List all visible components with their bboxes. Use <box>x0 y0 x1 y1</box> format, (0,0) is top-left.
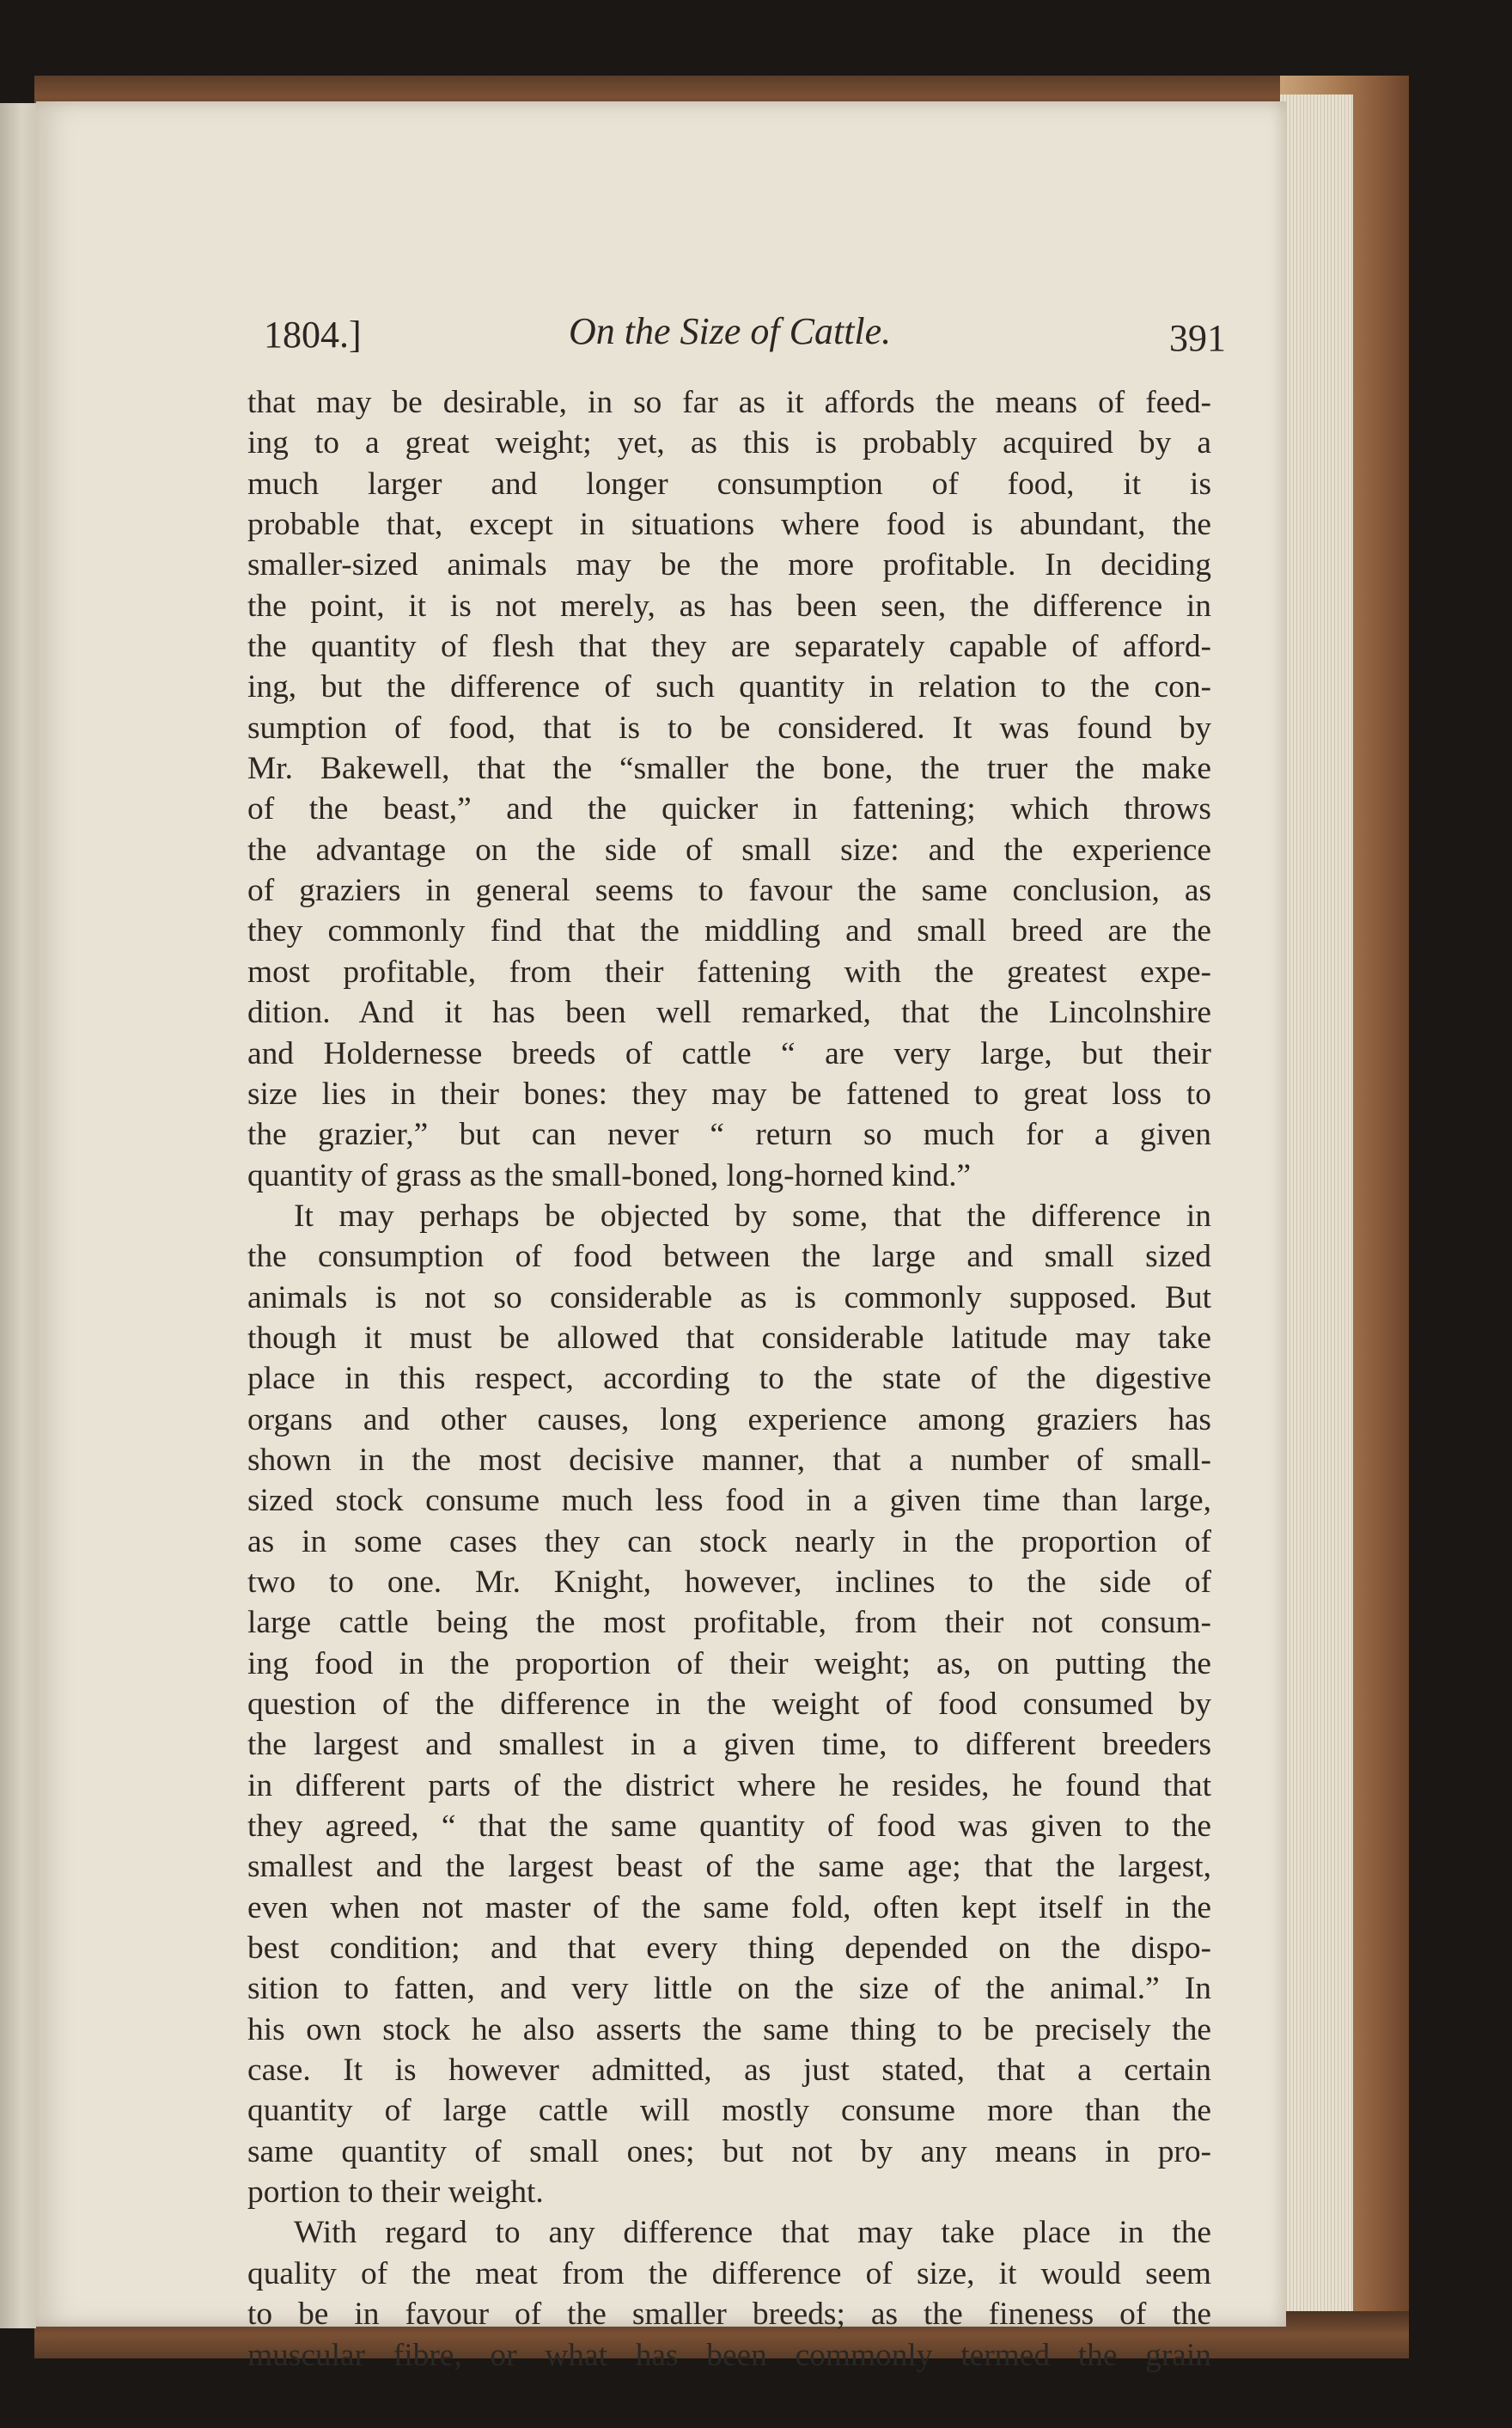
running-head-year: 1804.] <box>264 314 362 356</box>
body-text <box>247 382 1211 2376</box>
text-line: though it must be allowed that considerable latitude may take <box>247 1320 1211 1356</box>
text-line: two to one. Mr. Knight, however, inclines to the side of <box>247 1564 1211 1600</box>
text-line: ing to a great weight; yet, as this is probably acquired by a <box>247 425 1211 461</box>
text-line: even when not master of the same fold, often kept itself in the <box>247 1889 1211 1925</box>
text-line: sumption of food, that is to be considered. It was found by <box>247 710 1211 746</box>
text-line: best condition; and that every thing depended on the dispo- <box>247 1931 1211 1967</box>
text-line: shown in the most decisive manner, that a number of small- <box>247 1442 1211 1478</box>
text-line: as in some cases they can stock nearly in the proportion of <box>247 1523 1211 1559</box>
text-line: With regard to any difference that may take place in the <box>294 2215 1211 2251</box>
text-line: smallest and the largest beast of the same age; that the largest, <box>247 1849 1211 1885</box>
text-line: the point, it is not merely, as has been seen, the difference in <box>247 588 1211 624</box>
text-line: size lies in their bones: they may be fattened to great loss to <box>247 1076 1211 1112</box>
text-line: sized stock consume much less food in a given time than large, <box>247 1483 1211 1519</box>
text-line: ing food in the proportion of their weight; as, on putting the <box>247 1645 1211 1681</box>
text-line: that may be desirable, in so far as it affords the means of feed- <box>247 385 1211 420</box>
text-line: in different parts of the district where he resides, he found that <box>247 1767 1211 1803</box>
text-line: to be in favour of the smaller breeds; as the fineness of the <box>247 2297 1211 2333</box>
text-line: ing, but the difference of such quantity in relation to the con- <box>247 669 1211 705</box>
text-line: It may perhaps be objected by some, that the difference in <box>294 1198 1211 1234</box>
page-stack-edge <box>1280 95 1353 2341</box>
running-head <box>264 309 1226 361</box>
text-line: the consumption of food between the large and small sized <box>247 1239 1211 1275</box>
text-line: of graziers in general seems to favour the same conclusion, as <box>247 873 1211 909</box>
text-line: animals is not so considerable as is commonly supposed. But <box>247 1279 1211 1315</box>
text-line: they agreed, “ that the same quantity of food was given to the <box>247 1809 1211 1845</box>
text-line: and Holdernesse breeds of cattle “ are very large, but their <box>247 1035 1211 1071</box>
text-line: the advantage on the side of small size: and the experience <box>247 832 1211 868</box>
text-line: muscular fibre, or what has been commonly termed the grain <box>247 2337 1211 2373</box>
text-line: portion to their weight. <box>247 2175 544 2211</box>
text-line: probable that, except in situations where food is abundant, the <box>247 507 1211 543</box>
text-line: the grazier,” but can never “ return so much for a given <box>247 1117 1211 1153</box>
text-line: question of the difference in the weight of food consumed by <box>247 1687 1211 1722</box>
text-line: quantity of large cattle will mostly consume more than the <box>247 2093 1211 2129</box>
text-line: the largest and smallest in a given time, to different breeders <box>247 1727 1211 1763</box>
text-line: sition to fatten, and very little on the size of the animal.” In <box>247 1971 1211 2007</box>
text-line: large cattle being the most profitable, from their not consum- <box>247 1605 1211 1641</box>
text-line: his own stock he also asserts the same thing to be precisely the <box>247 2011 1211 2047</box>
text-line: they commonly find that the middling and small breed are the <box>247 913 1211 949</box>
text-line: dition. And it has been well remarked, that the Lincolnshire <box>247 995 1211 1031</box>
text-line: Mr. Bakewell, that the “smaller the bone, the truer the make <box>247 751 1211 787</box>
running-head-title: On the Size of Cattle. <box>569 310 892 352</box>
text-line: organs and other causes, long experience among graziers has <box>247 1401 1211 1437</box>
page-number: 391 <box>1169 317 1226 359</box>
text-line: quantity of grass as the small-boned, long-horned kind.” <box>247 1157 972 1193</box>
text-line: most profitable, from their fattening with the greatest expe- <box>247 954 1211 990</box>
text-line: smaller-sized animals may be the more profitable. In deciding <box>247 547 1211 583</box>
facing-page-edge <box>0 103 36 2328</box>
text-line: quality of the meat from the difference of size, it would seem <box>247 2255 1211 2291</box>
text-line: of the beast,” and the quicker in fattening; which throws <box>247 791 1211 827</box>
text-line: place in this respect, according to the state of the digestive <box>247 1361 1211 1397</box>
text-line: same quantity of small ones; but not by any means in pro- <box>247 2133 1211 2169</box>
text-line: much larger and longer consumption of food, it is <box>247 466 1211 502</box>
text-line: case. It is however admitted, as just stated, that a certain <box>247 2053 1211 2089</box>
text-line: the quantity of flesh that they are separately capable of afford- <box>247 629 1211 665</box>
